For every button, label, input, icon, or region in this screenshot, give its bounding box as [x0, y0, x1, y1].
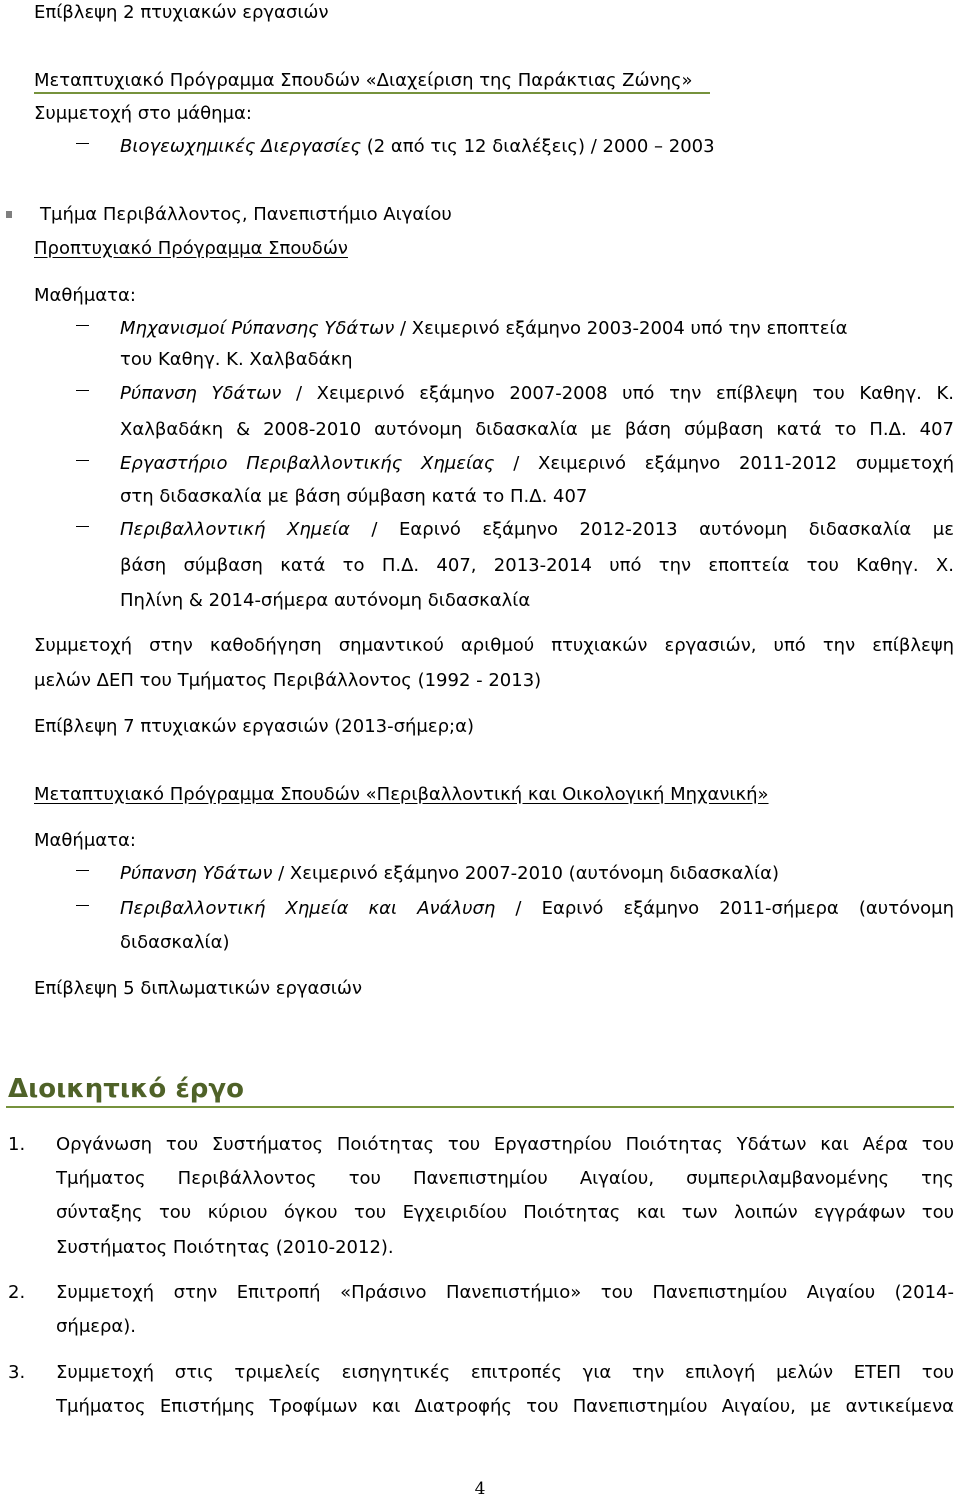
dash-bullet: [76, 460, 89, 461]
course-item-4-line3: Πηλίνη & 2014-σήμερα αυτόνομη διδασκαλία: [120, 590, 531, 611]
dash-bullet: [76, 526, 89, 527]
dash-bullet: [76, 905, 89, 906]
participation-label: Συμμετοχή στο μάθημα:: [34, 103, 252, 124]
course-details: (2 από τις 12 διαλέξεις) / 2000 – 2003: [361, 136, 715, 157]
biogeo-course-line: [120, 136, 715, 158]
undergrad-program-title: Προπτυχιακό Πρόγραμμα Σπουδών: [34, 238, 348, 259]
course-item-2-line2: Χαλβαδάκη & 2008-2010 αυτόνομη διδασκαλία με βάση σύμβαση κατά το Π.Δ. 407: [120, 419, 954, 440]
msc-course-2-line1: [120, 898, 954, 920]
course-name: Ρύπανση Υδάτων: [120, 863, 273, 884]
course-name: Περιβαλλοντική Χημεία και Ανάλυση: [120, 898, 496, 919]
msc-coastal-program-title: Μεταπτυχιακό Πρόγραμμα Σπουδών «Διαχείριση της Παράκτιας Ζώνης»: [34, 70, 693, 94]
admin-item-2-number: 2.: [8, 1282, 26, 1303]
guidance-line2: μελών ΔΕΠ του Τμήματος Περιβάλλοντος (1992 - 2013): [34, 670, 542, 691]
admin-item-3-number: 3.: [8, 1362, 26, 1383]
msc-env-program: [34, 784, 769, 806]
guidance-line1: Συμμετοχή στην καθοδήγηση σημαντικού αριθμού πτυχιακών εργασιών, υπό την επίβλεψη: [34, 635, 954, 656]
msc-course-2-line2: διδασκαλία): [120, 932, 230, 953]
courses-label: Μαθήματα:: [34, 830, 136, 851]
admin-item-1-line4: Συστήματος Ποιότητας (2010-2012).: [56, 1237, 394, 1258]
course-item-1-line2: του Καθηγ. Κ. Χαλβαδάκη: [120, 349, 353, 370]
course-name: Περιβαλλοντική Χημεία: [120, 519, 350, 540]
course-item-1-line1: [120, 318, 847, 340]
admin-item-3-line1: Συμμετοχή στις τριμελείς εισηγητικές επιτροπές για την επιλογή μελών ΕΤΕΠ του: [56, 1362, 954, 1383]
admin-item-1-number: 1.: [8, 1134, 26, 1155]
course-name: Μηχανισμοί Ρύπανσης Υδάτων: [120, 318, 395, 339]
course-name: Βιογεωχημικές Διεργασίες: [120, 136, 362, 157]
msc-course-1: [120, 863, 779, 885]
course-details: / Χειμερινό εξάμηνο 2011-2012 συμμετοχή: [494, 453, 954, 474]
square-bullet-icon: [6, 211, 12, 218]
courses-label: Μαθήματα:: [34, 285, 136, 306]
dash-bullet: [76, 390, 89, 391]
admin-item-2-line1: Συμμετοχή στην Επιτροπή «Πράσινο Πανεπιστήμιο» του Πανεπιστημίου Αιγαίου (2014-: [56, 1282, 954, 1303]
admin-item-1-line3: σύνταξης του κύριου όγκου του Εγχειριδίου Ποιότητας και των λοιπών εγγράφων του: [56, 1202, 954, 1223]
course-details: / Χειμερινό εξάμηνο 2007-2008 υπό την επίβλεψη του Καθηγ. Κ.: [281, 383, 954, 404]
course-name: Ρύπανση Υδάτων: [120, 383, 282, 404]
course-details: / Εαρινό εξάμηνο 2012-2013 αυτόνομη διδασκαλία με: [349, 519, 954, 540]
admin-item-1-line2: Τμήματος Περιβάλλοντος του Πανεπιστημίου Αιγαίου, συμπεριλαμβανομένης της: [56, 1168, 954, 1189]
dash-bullet: [76, 870, 89, 871]
course-item-2-line1: [120, 383, 954, 405]
course-item-4-line2: βάση σύμβαση κατά το Π.Δ. 407, 2013-2014 υπό την εποπτεία του Καθηγ. Χ.: [120, 555, 954, 576]
section-heading-admin: Διοικητικό έργο: [8, 1074, 244, 1104]
department-title: Τμήμα Περιβάλλοντος, Πανεπιστήμιο Αιγαίου: [40, 204, 452, 225]
page-number: 4: [474, 1479, 486, 1499]
course-item-3-line1: [120, 453, 954, 475]
course-details: / Εαρινό εξάμηνο 2011-σήμερα (αυτόνομη: [495, 898, 954, 919]
msc-env-program-title: Μεταπτυχιακό Πρόγραμμα Σπουδών «Περιβαλλοντική και Οικολογική Μηχανική»: [34, 784, 769, 805]
course-name: Εργαστήριο Περιβαλλοντικής Χημείας: [120, 453, 495, 474]
supervision-7-theses: Επίβλεψη 7 πτυχιακών εργασιών (2013-σήμερ;α): [34, 716, 474, 737]
course-item-3-line2: στη διδασκαλία με βάση σύμβαση κατά το Π.Δ. 407: [120, 486, 588, 507]
supervision-2-theses: Επίβλεψη 2 πτυχιακών εργασιών: [34, 2, 329, 23]
course-details: / Χειμερινό εξάμηνο 2003-2004 υπό την εποπτεία: [394, 318, 848, 339]
dash-bullet: [76, 325, 89, 326]
admin-item-2-line2: σήμερα).: [56, 1316, 137, 1337]
admin-item-1-line1: Οργάνωση του Συστήματος Ποιότητας του Εργαστηρίου Ποιότητας Υδάτων και Αέρα του: [56, 1134, 954, 1155]
course-item-4-line1: [120, 519, 954, 541]
dash-bullet: [76, 143, 89, 144]
undergrad-program: [34, 238, 348, 260]
admin-item-3-line2: Τμήματος Επιστήμης Τροφίμων και Διατροφής του Πανεπιστημίου Αιγαίου, με αντικείμενα: [56, 1396, 954, 1417]
heading-underline: [6, 1106, 954, 1108]
course-details: / Χειμερινό εξάμηνο 2007-2010 (αυτόνομη διδασκαλία): [272, 863, 779, 884]
supervision-5-theses: Επίβλεψη 5 διπλωματικών εργασιών: [34, 978, 363, 999]
msc-coastal-program: [34, 70, 710, 92]
